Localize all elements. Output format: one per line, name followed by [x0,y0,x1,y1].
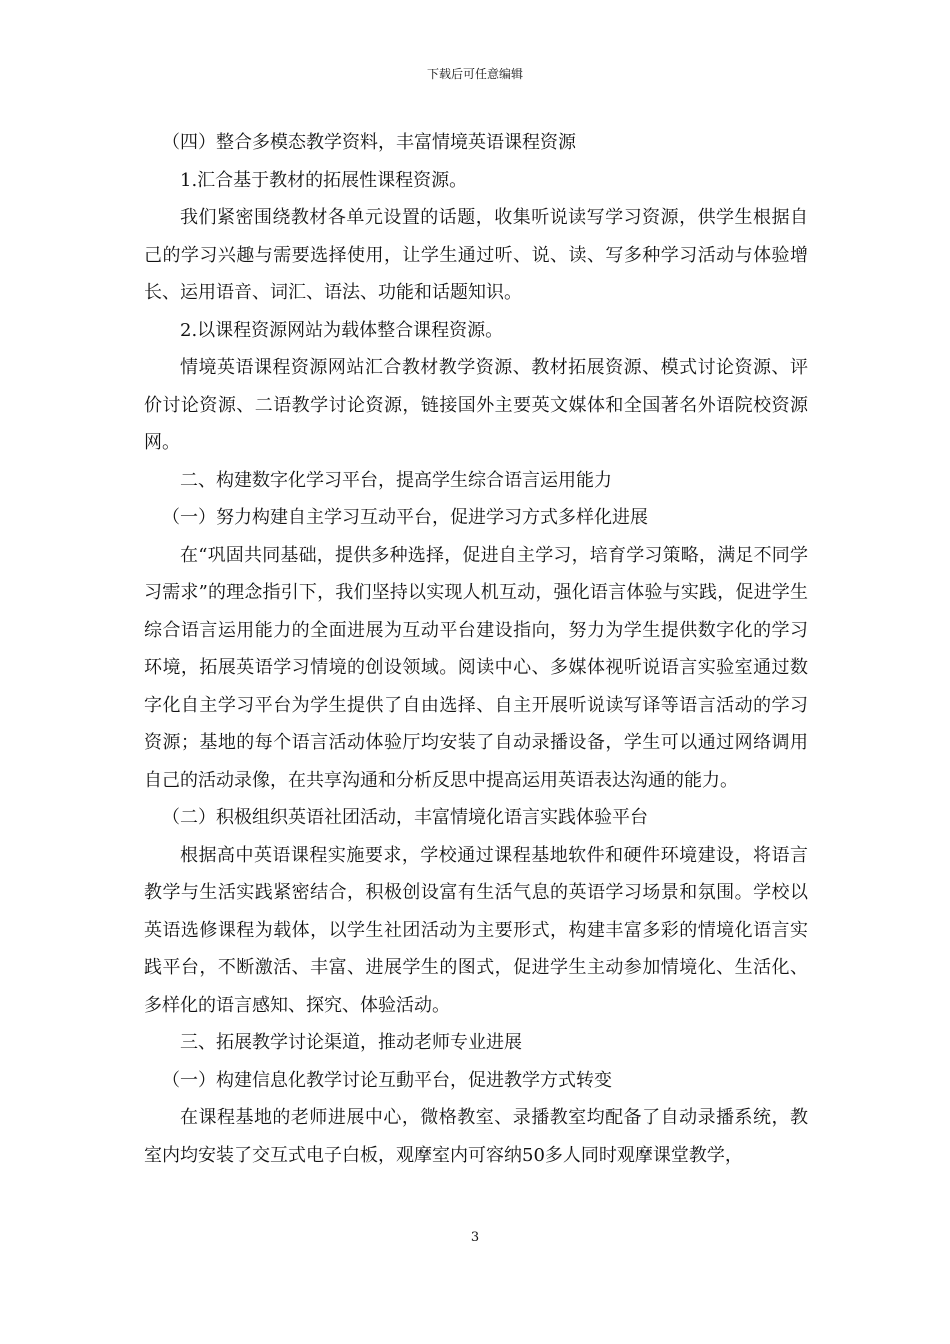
subheading-2: 2.以课程资源网站为载体整合课程资源。 [180,319,504,341]
section-heading-1: （一）努力构建自主学习互动平台，促进学习方式多样化进展 [162,507,648,528]
subheading-1: 1.汇合基于教材的拓展性课程资源。 [180,169,468,191]
section-heading-2: （二）积极组织英语社团活动，丰富情境化语言实践体验平台 [162,807,648,828]
paragraph: 情境英语课程资源网站汇合教材教学资源、教材拓展资源、模式讨论资源、评价讨论资源、二语教学讨论资源，链接国外主要英文媒体和全国著名外语院校资源网。 [144,357,808,453]
page-header-note: 下载后可任意编辑 [426,67,523,81]
document-body [144,124,808,1174]
paragraph: 在课程基地的老师进展中心，微格教室、录播教室均配备了自动录播系统，教室内均安装了交互式电子白板，观摩室内可容纳50多人同时观摩课堂教学， [144,1107,808,1166]
section-heading-4: （四）整合多模态教学资料，丰富情境英语课程资源 [162,132,576,153]
paragraph: 在“巩固共同基础，提供多种选择，促进自主学习，培育学习策略，满足不同学习需求”的理念指引下，我们坚持以实现人机互动，强化语言体验与实践，促进学生综合语言运用能力的全面进展为互动平台建设指向，努力为学生提供数字化的学习环境，拓展英语学习情境的创设领域。阅读中心、多媒体视听说语言实验室通过数字化自主学习平台为学生提供了自由选择、自主开展听说读写译等语言活动的学习资源；基地的每个语言活动体验厅均安装了自动录播设备，学生可以通过网络调用自己的活动录像，在共享沟通和分析反思中提高运用英语表达沟通的能力。 [144,544,808,791]
paragraph: 根据高中英语课程实施要求，学校通过课程基地软件和硬件环境建设，将语言教学与生活实践紧密结合，积极创设富有生活气息的英语学习场景和氛围。学校以英语选修课程为载体，以学生社团活动为主要形式，构建丰富多彩的情境化语言实践平台，不断激活、丰富、进展学生的图式，促进学生主动参加情境化、生活化、多样化的语言感知、探究、体验活动。 [144,844,808,1016]
section-heading-1b: （一）构建信息化教学讨论互動平台，促进教学方式转变 [162,1069,612,1091]
chapter-heading-2: 二、构建数字化学习平台，提高学生综合语言运用能力 [180,469,612,491]
page-number: 3 [470,1230,480,1245]
chapter-heading-3: 三、拓展教学讨论渠道，推动老师专业进展 [180,1032,522,1053]
paragraph: 我们紧密围绕教材各单元设置的话题，收集听说读写学习资源，供学生根据自己的学习兴趣与需要选择使用，让学生通过听、说、读、写多种学习活动与体验增长、运用语音、词汇、语法、功能和话题知识。 [144,207,808,303]
